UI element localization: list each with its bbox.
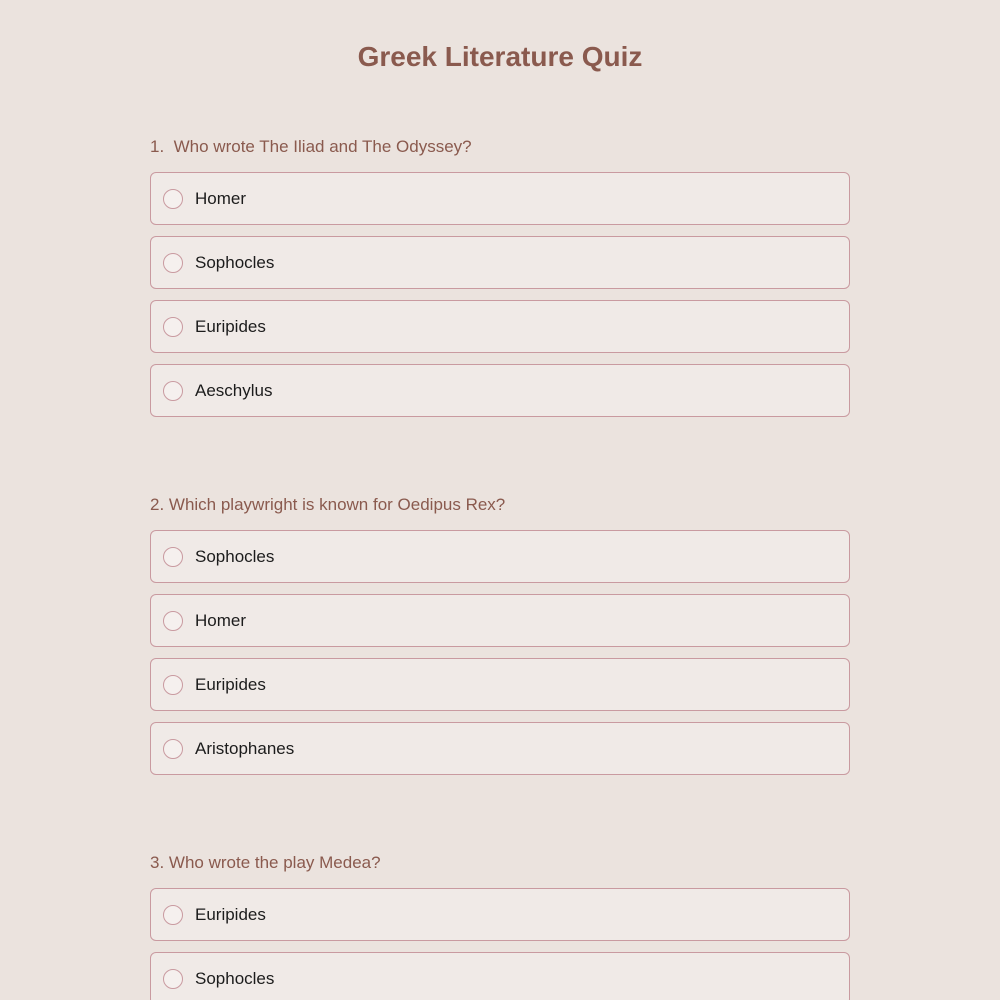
question-2 xyxy=(150,494,850,786)
option-label: Aeschylus xyxy=(195,380,273,400)
option-euripides[interactable] xyxy=(150,888,850,941)
radio-button-icon[interactable] xyxy=(163,611,183,631)
radio-button-icon[interactable] xyxy=(163,969,183,989)
option-sophocles[interactable] xyxy=(150,530,850,583)
page-title: Greek Literature Quiz xyxy=(357,41,643,72)
radio-button-icon[interactable] xyxy=(163,189,183,209)
question-3 xyxy=(150,852,850,1000)
option-label: Sophocles xyxy=(195,968,275,988)
option-euripides[interactable] xyxy=(150,300,850,353)
question-text: 2. Which playwright is known for Oedipus Rex? xyxy=(150,495,506,514)
options-list xyxy=(150,172,850,417)
radio-button-icon[interactable] xyxy=(163,905,183,925)
radio-button-icon[interactable] xyxy=(163,675,183,695)
option-sophocles[interactable] xyxy=(150,236,850,289)
option-aeschylus[interactable] xyxy=(150,364,850,417)
option-label: Euripides xyxy=(195,316,266,336)
radio-button-icon[interactable] xyxy=(163,317,183,337)
option-label: Euripides xyxy=(195,674,266,694)
radio-button-icon[interactable] xyxy=(163,547,183,567)
radio-button-icon[interactable] xyxy=(163,739,183,759)
option-sophocles[interactable] xyxy=(150,952,850,1000)
question-text: 1. Who wrote The Iliad and The Odyssey? xyxy=(150,137,472,156)
question-1 xyxy=(150,136,850,428)
option-label: Homer xyxy=(195,610,247,630)
option-label: Homer xyxy=(195,188,247,208)
option-label: Aristophanes xyxy=(195,738,295,758)
option-homer[interactable] xyxy=(150,594,850,647)
radio-button-icon[interactable] xyxy=(163,381,183,401)
radio-button-icon[interactable] xyxy=(163,253,183,273)
option-label: Euripides xyxy=(195,904,266,924)
options-list xyxy=(150,530,850,775)
option-aristophanes[interactable] xyxy=(150,722,850,775)
option-euripides[interactable] xyxy=(150,658,850,711)
option-label: Sophocles xyxy=(195,252,275,272)
options-list xyxy=(150,888,850,1000)
option-homer[interactable] xyxy=(150,172,850,225)
question-text: 3. Who wrote the play Medea? xyxy=(150,853,381,872)
option-label: Sophocles xyxy=(195,546,275,566)
